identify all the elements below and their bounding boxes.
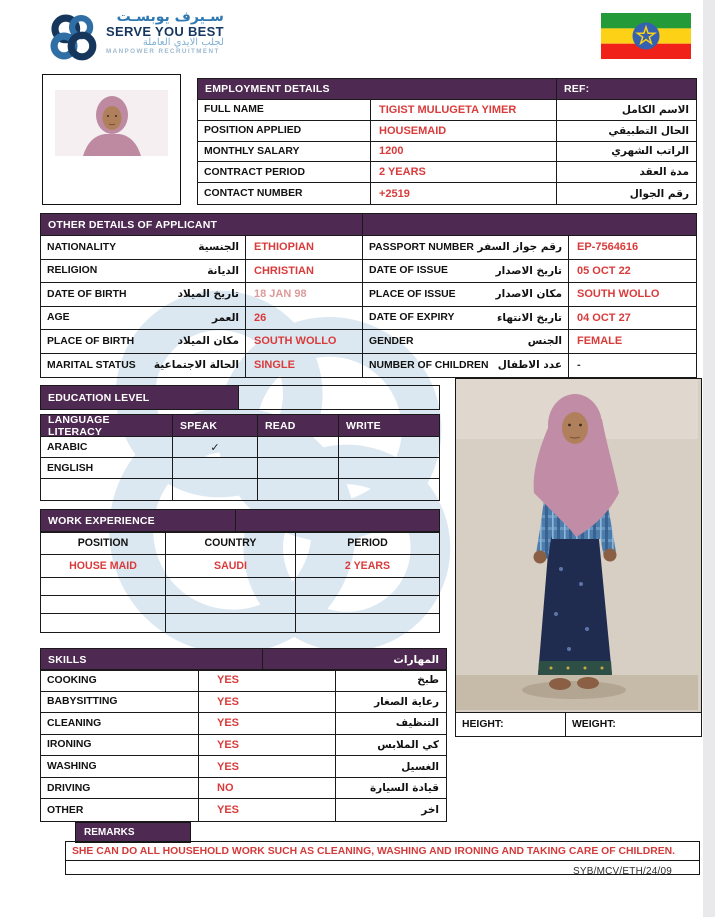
work-experience-table <box>40 531 440 633</box>
skills-table <box>40 669 447 822</box>
field-label-arabic: الاسم الكامل <box>557 100 696 121</box>
field-value: SINGLE <box>246 354 363 378</box>
skill-name: DRIVING <box>41 778 199 800</box>
field-label: GENDER الجنس <box>363 330 569 354</box>
field-label-arabic: مدة العقد <box>557 162 696 183</box>
weight-label: WEIGHT: <box>572 719 616 730</box>
field-label: DATE OF BIRTH تاريخ الميلاد <box>41 283 246 307</box>
remarks-text: SHE CAN DO ALL HOUSEHOLD WORK SUCH AS CLEANING, WASHING AND IRONING AND TAKING CARE OF CHILDREN. <box>65 841 700 861</box>
skill-value: YES <box>199 735 336 757</box>
other-details-table <box>40 213 697 378</box>
field-label: PLACE OF ISSUE مكان الاصدار <box>363 283 569 307</box>
language-name: ARABIC <box>41 437 173 458</box>
field-value: SOUTH WOLLO <box>569 283 696 307</box>
skill-value: NO <box>199 778 336 800</box>
work-period <box>296 578 439 596</box>
skill-name-arabic: قيادة السيارة <box>336 778 446 800</box>
field-label: MONTHLY SALARY <box>198 142 371 163</box>
field-label: PASSPORT NUMBER رقم جواز السفر <box>363 236 569 260</box>
field-label: DATE OF EXPIRY تاريخ الانتهاء <box>363 307 569 331</box>
column-header: POSITION <box>41 532 166 555</box>
skill-name: BABYSITTING <box>41 692 199 714</box>
work-position: HOUSE MAID <box>41 555 166 578</box>
column-header: SPEAK <box>173 415 258 437</box>
field-label: NATIONALITY الجنسية <box>41 236 246 260</box>
column-header: LANGUAGE LITERACY <box>41 415 173 437</box>
field-value: 18 JAN 98 <box>246 283 363 307</box>
field-value: - <box>577 359 581 372</box>
work-country <box>166 578 296 596</box>
field-value: TIGIST MULUGETA YIMER <box>371 100 557 121</box>
work-period <box>296 596 439 614</box>
skill-name-arabic: اخر <box>421 804 439 817</box>
skill-name: OTHER <box>41 799 199 821</box>
skill-value: YES <box>199 692 336 714</box>
logo-arabic-tagline: لجلب الايدي العاملة <box>142 37 224 49</box>
work-period: 2 YEARS <box>296 555 439 578</box>
field-label: POSITION APPLIED <box>198 121 371 142</box>
work-experience-header-right <box>236 510 439 532</box>
column-header: WRITE <box>339 415 439 437</box>
skill-name: IRONING <box>41 735 199 757</box>
write-cell <box>339 458 439 479</box>
field-value: 04 OCT 27 <box>569 307 696 331</box>
skill-name: WASHING <box>41 756 199 778</box>
field-label-arabic: الراتب الشهري <box>557 142 696 163</box>
skill-name-arabic: التنظيف <box>336 713 446 735</box>
skill-name-arabic: طبخ <box>336 670 446 692</box>
height-label: HEIGHT: <box>456 713 566 736</box>
education-level-header: EDUCATION LEVEL <box>41 386 239 409</box>
skill-value: YES <box>199 799 336 821</box>
field-value: CHRISTIAN <box>246 260 363 284</box>
scan-edge <box>703 0 715 917</box>
other-details-header-right <box>363 214 696 236</box>
field-value: 2 YEARS <box>371 162 557 183</box>
field-label: DATE OF ISSUE تاريخ الاصدار <box>363 260 569 284</box>
field-value: 05 OCT 22 <box>569 260 696 284</box>
column-header: READ <box>258 415 339 437</box>
column-header: COUNTRY <box>166 532 296 555</box>
logo-text <box>106 10 224 64</box>
language-name: ENGLISH <box>41 458 173 479</box>
field-label-arabic: رقم الجوال <box>629 187 689 200</box>
skills-header: SKILLS <box>41 649 263 670</box>
field-value: 1200 <box>371 142 557 163</box>
skill-name-arabic: رعاية الصغار <box>336 692 446 714</box>
work-country <box>166 614 296 632</box>
height-weight-row <box>455 712 702 737</box>
write-cell <box>339 437 439 458</box>
ref-header: REF: <box>557 79 696 100</box>
logo-arabic-name: سـيرف يوبسـت <box>116 9 224 25</box>
skill-value: YES <box>199 756 336 778</box>
column-header: PERIOD <box>296 532 439 555</box>
work-period <box>296 614 439 632</box>
field-value: HOUSEMAID <box>371 121 557 142</box>
applicant-fullbody-photo <box>456 379 698 710</box>
document-reference-code: SYB/MCV/ETH/24/09 <box>573 866 672 877</box>
read-cell <box>258 479 339 500</box>
logo-rings-icon <box>46 10 100 64</box>
read-cell <box>258 458 339 479</box>
work-position <box>41 578 166 596</box>
applicant-portrait-photo <box>55 90 168 156</box>
skill-value: YES <box>199 670 336 692</box>
education-level-row <box>40 385 440 410</box>
field-label: CONTRACT PERIOD <box>198 162 371 183</box>
field-value: 26 <box>246 307 363 331</box>
logo-company-name: SERVE YOU BEST <box>106 23 224 39</box>
field-label: FULL NAME <box>198 100 371 121</box>
field-label: AGE العمر <box>41 307 246 331</box>
employment-details-table <box>197 78 697 205</box>
work-experience-header: WORK EXPERIENCE <box>41 510 236 532</box>
skill-name-arabic: كي الملابس <box>336 735 446 757</box>
speak-cell <box>173 479 258 500</box>
skill-value: YES <box>199 713 336 735</box>
skill-name: COOKING <box>41 670 199 692</box>
field-value: SOUTH WOLLO <box>246 330 363 354</box>
speak-cell <box>173 458 258 479</box>
skill-name-arabic: الغسيل <box>336 756 446 778</box>
field-value: EP-7564616 <box>569 236 696 260</box>
field-label: PLACE OF BIRTH مكان الميلاد <box>41 330 246 354</box>
company-logo <box>46 10 224 64</box>
field-value: ETHIOPIAN <box>246 236 363 260</box>
fullbody-photo-frame <box>455 378 702 714</box>
skills-header-bar <box>40 648 447 671</box>
skill-name: CLEANING <box>41 713 199 735</box>
field-label: NUMBER OF CHILDREN عدد الاطفال <box>363 354 569 378</box>
remarks-header: REMARKS <box>75 822 191 843</box>
other-details-header: OTHER DETAILS OF APPLICANT <box>41 214 363 236</box>
logo-tagline: MANPOWER RECRUITMENT <box>106 47 220 55</box>
work-position <box>41 614 166 632</box>
field-label: CONTACT NUMBER <box>198 183 371 204</box>
portrait-photo-frame <box>42 74 181 205</box>
work-position <box>41 596 166 614</box>
education-level-value <box>239 386 439 409</box>
ethiopia-flag <box>601 13 691 59</box>
work-country <box>166 596 296 614</box>
field-label: RELIGION الديانة <box>41 260 246 284</box>
language-literacy-table <box>40 414 440 501</box>
language-name <box>41 479 173 500</box>
employment-details-header: EMPLOYMENT DETAILS <box>198 79 557 100</box>
skills-header-arabic: المهارات <box>263 649 446 670</box>
field-value: FEMALE <box>569 330 696 354</box>
work-experience-header-bar <box>40 509 440 533</box>
field-label-arabic: الحال التطبيقي <box>557 121 696 142</box>
field-label: MARITAL STATUS الحالة الاجتماعية <box>41 354 246 378</box>
write-cell <box>339 479 439 500</box>
speak-checkmark: ✓ <box>173 437 258 458</box>
work-country: SAUDI <box>166 555 296 578</box>
read-cell <box>258 437 339 458</box>
field-value: +2519 <box>371 183 557 204</box>
